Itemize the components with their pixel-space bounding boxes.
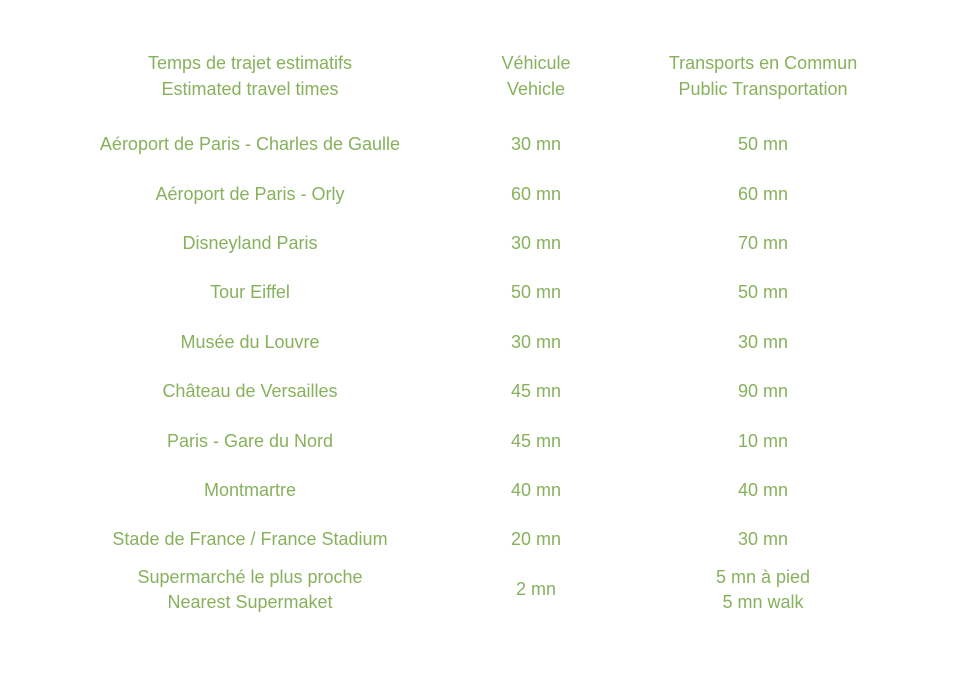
header-vehicle-en: Vehicle: [506, 79, 566, 99]
public-transport-time-cell: [592, 182, 934, 207]
destination-cell: [20, 182, 480, 207]
public-transport-time-cell: [592, 565, 934, 615]
header-public-transport: [592, 50, 934, 102]
header-vehicle-fr: Véhicule: [501, 53, 571, 73]
table-row: [0, 466, 960, 515]
public-transport-time: 90 mn: [737, 381, 789, 402]
vehicle-time: 30 mn: [510, 134, 562, 155]
destination-cell: [20, 280, 480, 305]
vehicle-time: 40 mn: [510, 479, 562, 500]
public-transport-time-fr: 5 mn à pied: [715, 566, 811, 587]
header-destination: [20, 50, 480, 102]
table-row: [0, 268, 960, 317]
header-destination-en: Estimated travel times: [161, 79, 339, 99]
header-public-transport-en: Public Transportation: [678, 79, 848, 99]
public-transport-time-cell: [592, 330, 934, 355]
destination-cell: [20, 379, 480, 404]
public-transport-time-cell: [592, 132, 934, 157]
vehicle-time-cell: [480, 280, 592, 305]
vehicle-time: 2 mn: [515, 579, 557, 600]
public-transport-time-en: 5 mn walk: [722, 591, 804, 612]
vehicle-time: 30 mn: [510, 331, 562, 352]
vehicle-time: 30 mn: [510, 232, 562, 253]
public-transport-time: 10 mn: [737, 430, 789, 451]
destination-label-fr: Supermarché le plus proche: [137, 566, 363, 587]
public-transport-time: 50 mn: [737, 134, 789, 155]
vehicle-time-cell: [480, 379, 592, 404]
destination-label: Tour Eiffel: [210, 282, 290, 303]
destination-label: Musée du Louvre: [180, 331, 320, 352]
vehicle-time-cell: [480, 429, 592, 454]
vehicle-time-cell: [480, 527, 592, 552]
destination-cell: [20, 478, 480, 503]
public-transport-time: 70 mn: [737, 232, 789, 253]
destination-cell: [20, 231, 480, 256]
table-row: [0, 219, 960, 268]
vehicle-time-cell: [480, 330, 592, 355]
table-row: [0, 120, 960, 169]
table-row: [0, 515, 960, 564]
table-header: [0, 0, 960, 102]
public-transport-time-cell: [592, 231, 934, 256]
header-destination-fr: Temps de trajet estimatifs: [147, 53, 353, 73]
header-public-transport-fr: Transports en Commun: [668, 53, 858, 73]
vehicle-time-cell: [480, 231, 592, 256]
public-transport-time-cell: [592, 478, 934, 503]
destination-label: Stade de France / France Stadium: [112, 529, 388, 550]
destination-cell: [20, 565, 480, 615]
destination-label: Montmartre: [203, 479, 297, 500]
vehicle-time-cell: [480, 577, 592, 602]
vehicle-time: 50 mn: [510, 282, 562, 303]
table-row: [0, 416, 960, 465]
destination-label: Château de Versailles: [162, 381, 338, 402]
destination-cell: [20, 132, 480, 157]
table-row: [0, 565, 960, 614]
table-row: [0, 318, 960, 367]
destination-label-en: Nearest Supermaket: [167, 591, 333, 612]
public-transport-time-cell: [592, 527, 934, 552]
public-transport-time: 30 mn: [737, 529, 789, 550]
public-transport-time-cell: [592, 280, 934, 305]
destination-cell: [20, 330, 480, 355]
vehicle-time: 20 mn: [510, 529, 562, 550]
destination-label: Disneyland Paris: [182, 232, 318, 253]
public-transport-time: 60 mn: [737, 183, 789, 204]
public-transport-time: 50 mn: [737, 282, 789, 303]
destination-label: Aéroport de Paris - Orly: [155, 183, 345, 204]
destination-cell: [20, 527, 480, 552]
public-transport-time-cell: [592, 379, 934, 404]
vehicle-time-cell: [480, 132, 592, 157]
vehicle-time: 45 mn: [510, 430, 562, 451]
table-row: [0, 367, 960, 416]
table-body: [0, 120, 960, 614]
vehicle-time-cell: [480, 182, 592, 207]
public-transport-time: 30 mn: [737, 331, 789, 352]
destination-label: Paris - Gare du Nord: [166, 430, 334, 451]
public-transport-time: 40 mn: [737, 479, 789, 500]
vehicle-time-cell: [480, 478, 592, 503]
destination-cell: [20, 429, 480, 454]
vehicle-time: 60 mn: [510, 183, 562, 204]
vehicle-time: 45 mn: [510, 381, 562, 402]
public-transport-time-cell: [592, 429, 934, 454]
table-row: [0, 169, 960, 218]
destination-label: Aéroport de Paris - Charles de Gaulle: [99, 134, 401, 155]
header-vehicle: [480, 50, 592, 102]
